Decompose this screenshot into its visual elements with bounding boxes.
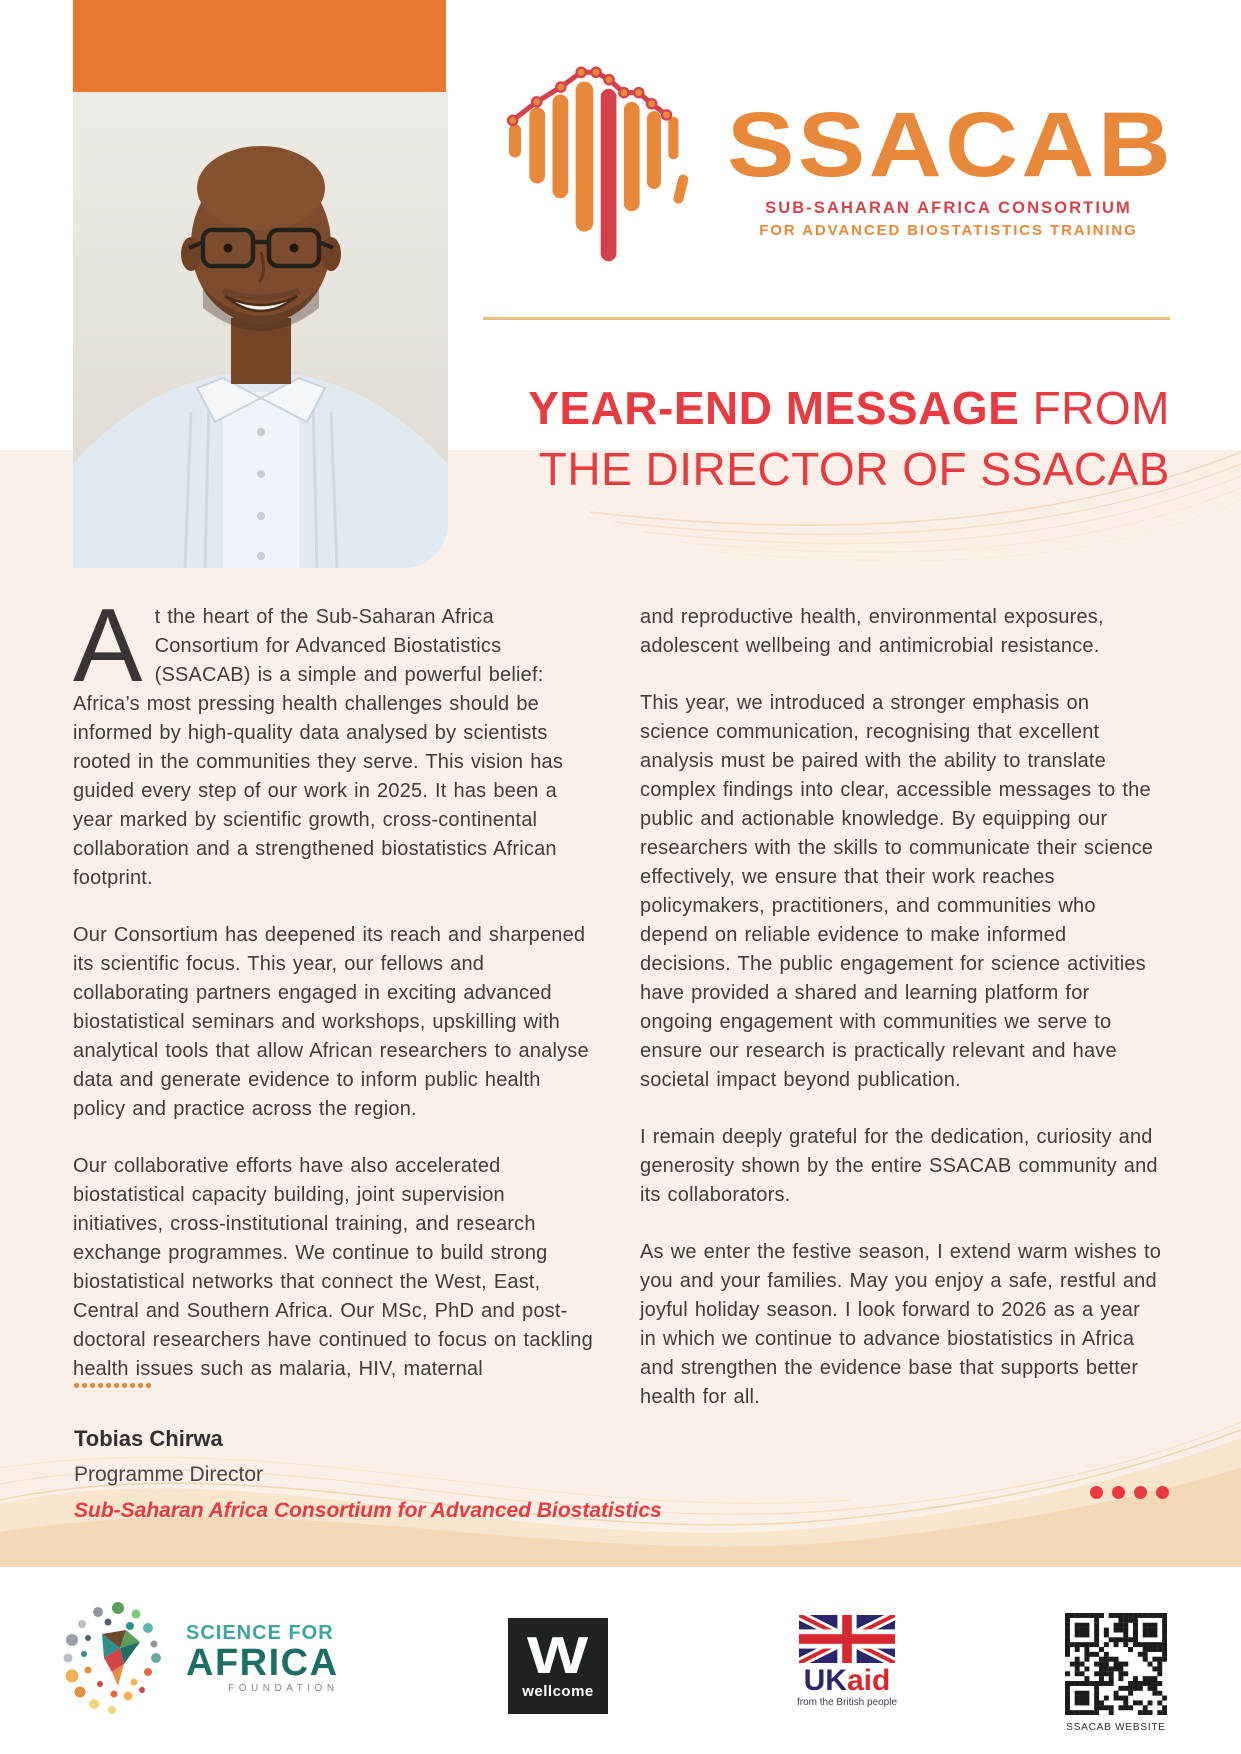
science-for-africa-icon xyxy=(60,1598,182,1720)
ukaid-logo xyxy=(795,1615,899,1708)
sfa-line2: AFRICA xyxy=(186,1642,339,1684)
ukaid-wordmark: UKaid xyxy=(803,1664,891,1697)
paragraph: As we enter the festive season, I extend warm wishes to you and your families. May you enjoy a safe, restful and joyful holiday season. I look forward to 2026 as a year in which we continue to advance biostatistics in Africa and strengthen the evidence base that supports better health for all. xyxy=(640,1241,1162,1408)
letter-column-left xyxy=(73,588,593,1412)
wellcome-w: W xyxy=(527,1626,589,1685)
dropcap: A xyxy=(73,588,143,704)
director-photo xyxy=(73,92,448,568)
director-portrait-illustration xyxy=(73,92,448,568)
paragraph: Our collaborative efforts have also accelerated biostatistical capacity building, joint supervision initiatives, cross-institutional training, and research exchange programmes. We continue to build strong biostatistical networks that connect the West, East, Central and Southern Africa. Our MSc, PhD and post-doctoral researchers have continued to focus on tackling health issues such as malaria, HIV, maternal xyxy=(73,1155,593,1380)
page-title-line2: THE DIRECTOR OF SSACAB xyxy=(538,442,1170,495)
qr-code xyxy=(1065,1613,1167,1715)
qr-code-svg xyxy=(1065,1613,1167,1715)
science-for-africa-text xyxy=(186,1622,339,1696)
sfa-line1: SCIENCE FOR xyxy=(186,1622,334,1644)
logo-subtitle-line1: SUB-SAHARAN AFRICA CONSORTIUM xyxy=(765,199,1132,217)
signature-role: Programme Director xyxy=(74,1463,264,1486)
ssacab-wordmark: SSACAB xyxy=(727,94,1175,196)
wellcome-logo xyxy=(508,1618,608,1714)
sfa-line3: FOUNDATION xyxy=(228,1683,339,1694)
ukaid-tagline: from the British people xyxy=(796,1697,898,1708)
science-for-africa-logo xyxy=(60,1598,339,1720)
ssacab-africa-icon xyxy=(497,50,709,265)
signature-name: Tobias Chirwa xyxy=(74,1426,223,1451)
paragraph: I remain deeply grateful for the dedication, curiosity and generosity shown by the entire SSACAB community and its collaborators. xyxy=(640,1126,1158,1206)
letter-column-right xyxy=(640,603,1162,1440)
paragraph: Our Consortium has deepened its reach and sharpened its scientific focus. This year, our fellows and collaborating partners engaged in exciting advanced biostatistical seminars and workshops, upskilling with analytical tools that allow African researchers to analyse data and generate evidence to inform public health policy and practice across the region. xyxy=(73,924,589,1120)
union-jack-flag xyxy=(799,1615,895,1663)
paragraph: At the heart of the Sub-Saharan Africa Consortium for Advanced Biostatistics (SSACAB) is a simple and powerful belief: Africa’s most pressing health challenges should be informed by high-quality data analysed by scientists rooted in the communities they serve. This vision has guided every step of our work in 2025. It has been a year marked by scientific growth, cross-continental collaboration and a strengthened biostatistics African footprint. xyxy=(73,588,564,889)
paragraph: and reproductive health, environmental exposures, adolescent wellbeing and antimicrobial resistance. xyxy=(640,606,1104,657)
page-title-line1: YEAR-END MESSAGE FROM xyxy=(528,381,1170,434)
paragraph: This year, we introduced a stronger emphasis on science communication, recognising that excellent analysis must be paired with the ability to translate complex findings into clear, accessible messages to the public and actionable knowledge. By equipping our researchers with the skills to communicate their science effectively, we ensure that their work reaches policymakers, practitioners, and communities who depend on reliable evidence to make informed decisions. The public engagement for science activities have provided a shared and learning platform for ongoing engagement with communities we serve to ensure our research is practically relevant and have societal impact beyond publication. xyxy=(640,692,1154,1091)
signature-separator-dots xyxy=(74,1383,151,1388)
page-title xyxy=(440,378,1170,500)
red-dots-decoration xyxy=(1090,1486,1169,1499)
header-divider xyxy=(483,317,1170,320)
qr-label: SSACAB WEBSITE xyxy=(1066,1722,1166,1733)
signature-organisation: Sub-Saharan Africa Consortium for Advanced Biostatistics xyxy=(74,1499,662,1522)
wellcome-label: wellcome xyxy=(522,1682,594,1700)
logo-subtitle-line2: FOR ADVANCED BIOSTATISTICS TRAINING xyxy=(759,222,1138,239)
